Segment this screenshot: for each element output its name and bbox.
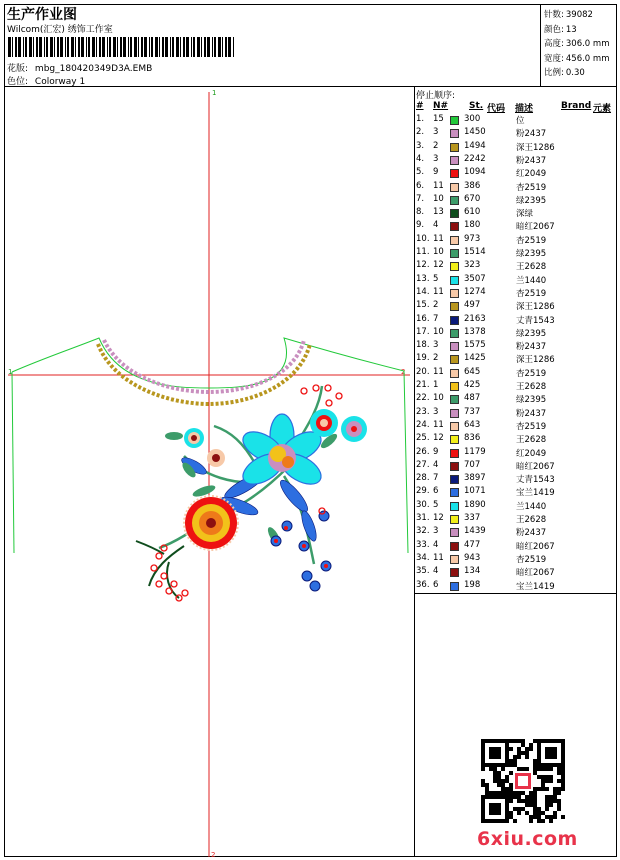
row-number: 27.	[416, 459, 430, 470]
color-swatch	[450, 329, 459, 338]
stat-row	[544, 37, 609, 49]
embroidery-design	[4, 86, 414, 857]
stat-value: 306.0 mm	[565, 39, 610, 49]
header-brand: Brand	[561, 101, 592, 111]
row-needle: 4	[433, 539, 439, 550]
table-row	[416, 274, 616, 287]
marker-right: 2	[401, 368, 406, 376]
row-code: 487	[464, 393, 481, 404]
peach-flower	[207, 449, 225, 467]
stat-label: 颜色:	[544, 24, 564, 35]
row-number: 3.	[416, 140, 425, 151]
row-needle: 6	[433, 486, 439, 497]
row-needle: 11	[433, 419, 444, 430]
row-needle: 7	[433, 313, 439, 324]
color-swatch	[450, 169, 459, 178]
color-swatch	[450, 568, 459, 577]
table-row	[416, 247, 616, 260]
row-desc: 暗红2067	[516, 568, 555, 579]
row-desc: 兰1440	[516, 501, 547, 512]
row-needle: 11	[433, 180, 444, 191]
color-swatch	[450, 502, 459, 511]
color-swatch	[450, 116, 459, 125]
header-needle: N#	[433, 101, 449, 111]
row-desc: 王2628	[516, 435, 547, 446]
row-code: 943	[464, 552, 481, 563]
table-row	[416, 553, 616, 566]
table-row	[416, 260, 616, 273]
row-code: 1425	[464, 353, 486, 364]
row-desc: 暗红2067	[516, 222, 555, 233]
row-needle: 5	[433, 273, 439, 284]
row-number: 15.	[416, 300, 430, 311]
stat-label: 宽度:	[544, 53, 564, 64]
row-needle: 6	[433, 579, 439, 590]
table-row	[416, 473, 616, 486]
row-desc: 王2628	[516, 382, 547, 392]
color-swatch	[450, 582, 459, 591]
row-number: 13.	[416, 273, 430, 284]
color-swatch	[450, 262, 459, 271]
row-code: 707	[464, 459, 481, 470]
color-swatch	[450, 342, 459, 351]
table-row	[416, 287, 616, 300]
table-row	[416, 407, 616, 420]
row-code: 1179	[464, 446, 486, 457]
marker-bottom: 2	[211, 851, 216, 857]
row-number: 26.	[416, 446, 430, 457]
row-code: 1890	[464, 499, 486, 510]
row-number: 25.	[416, 433, 430, 444]
pattern-label: 花版:	[7, 64, 29, 74]
small-leaf-left	[165, 432, 183, 440]
row-number: 32.	[416, 526, 430, 537]
table-row	[416, 433, 616, 446]
row-code: 1494	[464, 140, 486, 151]
row-code: 134	[464, 566, 481, 577]
table-row	[416, 540, 616, 553]
row-desc: 兰1440	[516, 275, 547, 286]
row-code: 836	[464, 433, 481, 444]
row-needle: 9	[433, 167, 439, 178]
row-desc: 粉2437	[516, 408, 547, 419]
color-swatch	[450, 462, 459, 471]
color-swatch	[450, 222, 459, 231]
table-row	[416, 327, 616, 340]
table-row	[416, 220, 616, 233]
color-swatch	[450, 249, 459, 258]
row-needle: 11	[433, 366, 444, 377]
table-row	[416, 580, 616, 593]
row-desc: 粉2437	[516, 528, 547, 539]
color-swatch	[450, 129, 459, 138]
blue-berries	[271, 511, 331, 591]
row-code: 1274	[464, 286, 486, 297]
row-desc: 粉2437	[516, 342, 547, 353]
row-code: 1514	[464, 247, 486, 257]
row-code: 2163	[464, 313, 486, 324]
row-code: 645	[464, 366, 481, 377]
row-needle: 2	[433, 140, 439, 151]
table-row	[416, 194, 616, 207]
cyan-flower-top	[310, 409, 338, 437]
color-swatch	[450, 409, 459, 418]
row-desc: 丈青1543	[516, 315, 555, 326]
row-number: 18.	[416, 340, 430, 351]
pattern-value: mbg_180420349D3A.EMB	[34, 64, 153, 74]
row-code: 1575	[464, 340, 486, 351]
row-code: 198	[464, 579, 481, 590]
row-number: 17.	[416, 326, 430, 337]
table-row	[416, 526, 616, 539]
row-number: 8.	[416, 207, 425, 218]
row-code: 300	[464, 114, 481, 124]
column-divider	[414, 86, 415, 857]
row-code: 3897	[464, 473, 486, 484]
row-number: 23.	[416, 406, 430, 417]
row-needle: 9	[433, 446, 439, 457]
row-desc: 暗红2067	[516, 541, 555, 552]
table-row	[416, 314, 616, 327]
table-row	[416, 114, 616, 127]
row-number: 2.	[416, 127, 425, 138]
stat-value: 456.0 mm	[565, 53, 610, 64]
row-needle: 12	[433, 433, 444, 444]
row-number: 19.	[416, 353, 430, 364]
row-desc: 宝兰1419	[516, 581, 555, 592]
row-number: 11.	[416, 247, 430, 257]
row-needle: 11	[433, 233, 444, 244]
row-code: 670	[464, 193, 481, 204]
row-code: 643	[464, 419, 481, 430]
colorway-value: Colorway 1	[34, 77, 86, 87]
table-row	[416, 300, 616, 313]
row-number: 6.	[416, 180, 425, 191]
cyan-flower-right	[341, 416, 367, 442]
color-swatch	[450, 422, 459, 431]
row-code: 973	[464, 233, 481, 244]
row-needle: 4	[433, 459, 439, 470]
row-desc: 深绿	[516, 209, 534, 220]
row-desc: 杏2519	[516, 288, 547, 299]
header-num: #	[416, 101, 424, 111]
row-code: 1378	[464, 326, 486, 337]
row-desc: 宝兰1419	[516, 488, 555, 499]
stat-row	[544, 8, 593, 20]
stat-row	[544, 66, 585, 78]
row-needle: 3	[433, 153, 439, 164]
stat-value: 13	[565, 24, 577, 35]
row-code: 1071	[464, 486, 486, 497]
table-row	[416, 420, 616, 433]
color-swatch	[450, 435, 459, 444]
row-desc: 杏2519	[516, 368, 547, 379]
row-code: 497	[464, 300, 481, 311]
table-row	[416, 486, 616, 499]
row-number: 7.	[416, 193, 425, 204]
stat-value: 39082	[565, 10, 593, 20]
row-needle: 10	[433, 393, 444, 404]
row-code: 477	[464, 539, 481, 550]
garment-side-left	[12, 372, 14, 553]
row-number: 34.	[416, 552, 430, 563]
row-needle: 12	[433, 260, 444, 271]
row-number: 36.	[416, 579, 430, 590]
row-number: 24.	[416, 419, 430, 430]
row-desc: 丈青1543	[516, 475, 555, 486]
row-desc: 深王1286	[516, 302, 555, 313]
table-row	[416, 353, 616, 366]
row-number: 29.	[416, 486, 430, 497]
row-code: 1450	[464, 127, 486, 138]
row-needle: 3	[433, 526, 439, 537]
color-swatch	[450, 196, 459, 205]
color-swatch	[450, 555, 459, 564]
row-needle: 5	[433, 499, 439, 510]
header-st: St.	[469, 101, 484, 111]
row-number: 31.	[416, 513, 430, 523]
row-code: 425	[464, 380, 481, 390]
row-code: 323	[464, 260, 481, 271]
row-number: 22.	[416, 393, 430, 404]
header-code: 代码	[487, 104, 506, 114]
table-row	[416, 181, 616, 194]
row-needle: 10	[433, 247, 444, 257]
stat-label: 比例:	[544, 68, 564, 78]
color-swatch	[450, 156, 459, 165]
table-row	[416, 234, 616, 247]
stat-row	[544, 23, 577, 35]
stat-value: 0.30	[565, 68, 585, 78]
neckline-lattice-inner	[104, 340, 304, 392]
color-swatch	[450, 542, 459, 551]
row-needle: 7	[433, 473, 439, 484]
color-swatch	[450, 528, 459, 537]
row-number: 4.	[416, 153, 425, 164]
color-swatch	[450, 316, 459, 325]
row-number: 35.	[416, 566, 430, 577]
stat-label: 针数:	[544, 10, 564, 20]
table-row	[416, 154, 616, 167]
table-row	[416, 460, 616, 473]
table-row	[416, 167, 616, 180]
row-number: 5.	[416, 167, 425, 178]
row-number: 10.	[416, 233, 430, 244]
header-element: 元素	[593, 104, 612, 114]
small-flower-left	[184, 428, 204, 448]
row-desc: 暗红2067	[516, 461, 555, 472]
table-row	[416, 127, 616, 140]
row-code: 737	[464, 406, 481, 417]
row-needle: 2	[433, 353, 439, 364]
row-desc: 粉2437	[516, 155, 547, 166]
row-code: 1094	[464, 167, 486, 178]
row-desc: 杏2519	[516, 554, 547, 565]
table-row	[416, 566, 616, 579]
color-swatch	[450, 355, 459, 364]
row-number: 9.	[416, 220, 425, 231]
color-swatch	[450, 289, 459, 298]
row-needle: 4	[433, 220, 439, 231]
row-number: 12.	[416, 260, 430, 271]
row-needle: 11	[433, 286, 444, 297]
table-row	[416, 393, 616, 406]
color-swatch	[450, 395, 459, 404]
colorway-label: 色位:	[7, 77, 29, 87]
row-desc: 杏2519	[516, 182, 547, 193]
row-desc: 红2049	[516, 169, 547, 180]
watermark: 6xiu.com	[477, 828, 578, 850]
table-row	[416, 500, 616, 513]
qr-code	[481, 739, 565, 823]
table-row	[416, 513, 616, 526]
color-swatch	[450, 449, 459, 458]
row-code: 386	[464, 180, 481, 191]
stat-row	[544, 52, 609, 64]
color-swatch	[450, 369, 459, 378]
row-code: 3507	[464, 273, 486, 284]
barcode	[8, 37, 234, 57]
color-swatch	[450, 475, 459, 484]
row-desc: 绿2395	[516, 328, 547, 339]
row-needle: 13	[433, 207, 444, 218]
table-row	[416, 367, 616, 380]
color-swatch	[450, 382, 459, 391]
row-number: 30.	[416, 499, 430, 510]
row-desc: 位	[516, 116, 525, 126]
row-desc: 绿2395	[516, 249, 547, 259]
stat-label: 高度:	[544, 39, 564, 49]
pattern-line	[7, 61, 152, 74]
page-title: 生产作业图	[7, 7, 77, 23]
row-number: 16.	[416, 313, 430, 324]
row-code: 2242	[464, 153, 486, 164]
color-swatch	[450, 183, 459, 192]
row-number: 33.	[416, 539, 430, 550]
table-row	[416, 447, 616, 460]
header-desc: 描述	[515, 104, 534, 114]
row-needle: 3	[433, 340, 439, 351]
color-swatch	[450, 276, 459, 285]
row-desc: 深王1286	[516, 142, 555, 153]
row-desc: 杏2519	[516, 235, 547, 246]
row-number: 14.	[416, 286, 430, 297]
row-number: 21.	[416, 380, 430, 390]
row-desc: 杏2519	[516, 421, 547, 432]
company-name: Wilcom(汇宏) 绣饰工作室	[7, 25, 113, 35]
row-needle: 12	[433, 513, 444, 523]
row-number: 20.	[416, 366, 430, 377]
row-number: 28.	[416, 473, 430, 484]
table-row	[416, 340, 616, 353]
row-needle: 10	[433, 193, 444, 204]
row-needle: 1	[433, 380, 439, 390]
table-row	[416, 380, 616, 393]
color-swatch	[450, 209, 459, 218]
row-needle: 3	[433, 406, 439, 417]
row-needle: 11	[433, 552, 444, 563]
color-swatch	[450, 302, 459, 311]
row-desc: 王2628	[516, 262, 547, 273]
sequence-title: 停止顺序:	[416, 91, 456, 101]
marker-left: 1	[8, 368, 13, 376]
table-row	[416, 141, 616, 154]
row-desc: 粉2437	[516, 129, 547, 140]
row-needle: 4	[433, 566, 439, 577]
row-code: 180	[464, 220, 481, 231]
row-desc: 绿2395	[516, 195, 547, 206]
table-row	[416, 207, 616, 220]
stats-panel	[540, 4, 617, 86]
marker-top: 1	[212, 89, 217, 97]
row-code: 337	[464, 513, 481, 523]
row-desc: 绿2395	[516, 395, 547, 406]
row-needle: 2	[433, 300, 439, 311]
row-needle: 15	[433, 114, 444, 124]
row-needle: 3	[433, 127, 439, 138]
row-desc: 王2628	[516, 515, 547, 525]
row-desc: 红2049	[516, 448, 547, 459]
color-swatch	[450, 488, 459, 497]
color-swatch	[450, 515, 459, 524]
row-desc: 深王1286	[516, 355, 555, 366]
row-code: 610	[464, 207, 481, 218]
row-code: 1439	[464, 526, 486, 537]
color-swatch	[450, 143, 459, 152]
color-swatch	[450, 236, 459, 245]
table-bottom-rule	[414, 593, 617, 594]
row-needle: 10	[433, 326, 444, 337]
row-number: 1.	[416, 114, 425, 124]
